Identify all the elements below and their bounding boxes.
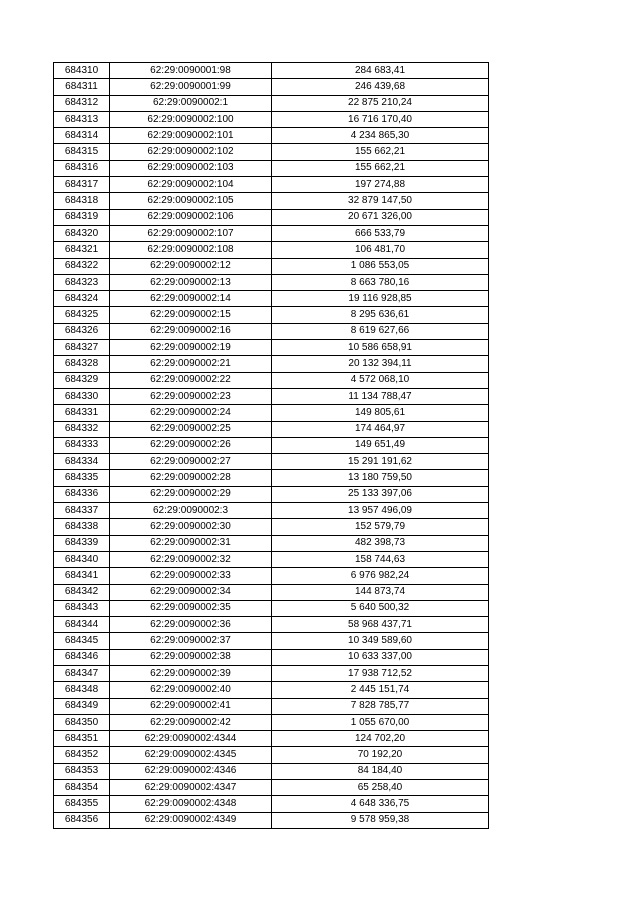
row-number-cell: 684318 xyxy=(54,193,110,209)
cadastral-number-cell: 62:29:0090002:104 xyxy=(110,177,272,193)
cadastral-number-cell: 62:29:0090002:4346 xyxy=(110,763,272,779)
table-row xyxy=(54,665,489,681)
row-number-cell: 684314 xyxy=(54,128,110,144)
row-number-cell: 684344 xyxy=(54,617,110,633)
cadastral-value-cell: 9 578 959,38 xyxy=(272,812,489,828)
cadastral-number-cell: 62:29:0090002:41 xyxy=(110,698,272,714)
cadastral-value-cell: 16 716 170,40 xyxy=(272,111,489,127)
row-number-cell: 684310 xyxy=(54,63,110,79)
table-row xyxy=(54,63,489,79)
row-number-cell: 684346 xyxy=(54,649,110,665)
cadastral-number-cell: 62:29:0090001:99 xyxy=(110,79,272,95)
cadastral-number-cell: 62:29:0090001:98 xyxy=(110,63,272,79)
row-number-cell: 684339 xyxy=(54,535,110,551)
cadastral-number-cell: 62:29:0090002:29 xyxy=(110,486,272,502)
cadastral-value-cell: 155 662,21 xyxy=(272,160,489,176)
cadastral-number-cell: 62:29:0090002:30 xyxy=(110,519,272,535)
table-row xyxy=(54,731,489,747)
cadastral-number-cell: 62:29:0090002:4347 xyxy=(110,780,272,796)
table-row xyxy=(54,128,489,144)
cadastral-value-cell: 70 192,20 xyxy=(272,747,489,763)
cadastral-value-cell: 10 633 337,00 xyxy=(272,649,489,665)
table-row xyxy=(54,160,489,176)
row-number-cell: 684315 xyxy=(54,144,110,160)
table-row xyxy=(54,372,489,388)
row-number-cell: 684354 xyxy=(54,780,110,796)
row-number-cell: 684334 xyxy=(54,454,110,470)
row-number-cell: 684317 xyxy=(54,177,110,193)
cadastral-number-cell: 62:29:0090002:102 xyxy=(110,144,272,160)
cadastral-value-cell: 10 349 589,60 xyxy=(272,633,489,649)
cadastral-value-table xyxy=(53,62,489,829)
cadastral-number-cell: 62:29:0090002:24 xyxy=(110,405,272,421)
cadastral-number-cell: 62:29:0090002:37 xyxy=(110,633,272,649)
table-row xyxy=(54,486,489,502)
row-number-cell: 684331 xyxy=(54,405,110,421)
table-row xyxy=(54,584,489,600)
table-row xyxy=(54,274,489,290)
table-row xyxy=(54,437,489,453)
row-number-cell: 684341 xyxy=(54,568,110,584)
table-row xyxy=(54,454,489,470)
cadastral-value-cell: 20 671 326,00 xyxy=(272,209,489,225)
row-number-cell: 684332 xyxy=(54,421,110,437)
table-row xyxy=(54,242,489,258)
table-row xyxy=(54,209,489,225)
cadastral-number-cell: 62:29:0090002:108 xyxy=(110,242,272,258)
cadastral-number-cell: 62:29:0090002:26 xyxy=(110,437,272,453)
cadastral-number-cell: 62:29:0090002:13 xyxy=(110,274,272,290)
cadastral-number-cell: 62:29:0090002:100 xyxy=(110,111,272,127)
row-number-cell: 684325 xyxy=(54,307,110,323)
table-row xyxy=(54,747,489,763)
cadastral-number-cell: 62:29:0090002:12 xyxy=(110,258,272,274)
row-number-cell: 684345 xyxy=(54,633,110,649)
cadastral-value-cell: 7 828 785,77 xyxy=(272,698,489,714)
table-row xyxy=(54,79,489,95)
row-number-cell: 684324 xyxy=(54,291,110,307)
row-number-cell: 684313 xyxy=(54,111,110,127)
cadastral-value-cell: 19 116 928,85 xyxy=(272,291,489,307)
cadastral-value-cell: 158 744,63 xyxy=(272,551,489,567)
cadastral-number-cell: 62:29:0090002:27 xyxy=(110,454,272,470)
row-number-cell: 684323 xyxy=(54,274,110,290)
cadastral-number-cell: 62:29:0090002:4345 xyxy=(110,747,272,763)
table-row xyxy=(54,258,489,274)
row-number-cell: 684350 xyxy=(54,714,110,730)
table-row xyxy=(54,698,489,714)
row-number-cell: 684355 xyxy=(54,796,110,812)
row-number-cell: 684356 xyxy=(54,812,110,828)
cadastral-value-cell: 17 938 712,52 xyxy=(272,665,489,681)
cadastral-value-cell: 20 132 394,11 xyxy=(272,356,489,372)
cadastral-value-cell: 4 234 865,30 xyxy=(272,128,489,144)
cadastral-value-cell: 124 702,20 xyxy=(272,731,489,747)
row-number-cell: 684320 xyxy=(54,225,110,241)
cadastral-value-cell: 144 873,74 xyxy=(272,584,489,600)
cadastral-number-cell: 62:29:0090002:38 xyxy=(110,649,272,665)
cadastral-number-cell: 62:29:0090002:107 xyxy=(110,225,272,241)
cadastral-number-cell: 62:29:0090002:42 xyxy=(110,714,272,730)
table-body xyxy=(54,63,489,829)
cadastral-number-cell: 62:29:0090002:22 xyxy=(110,372,272,388)
cadastral-value-cell: 22 875 210,24 xyxy=(272,95,489,111)
cadastral-value-cell: 8 619 627,66 xyxy=(272,323,489,339)
table-row xyxy=(54,763,489,779)
row-number-cell: 684319 xyxy=(54,209,110,225)
row-number-cell: 684347 xyxy=(54,665,110,681)
cadastral-number-cell: 62:29:0090002:21 xyxy=(110,356,272,372)
cadastral-value-cell: 482 398,73 xyxy=(272,535,489,551)
cadastral-number-cell: 62:29:0090002:35 xyxy=(110,600,272,616)
cadastral-value-cell: 25 133 397,06 xyxy=(272,486,489,502)
row-number-cell: 684352 xyxy=(54,747,110,763)
cadastral-number-cell: 62:29:0090002:16 xyxy=(110,323,272,339)
cadastral-value-cell: 10 586 658,91 xyxy=(272,340,489,356)
table-row xyxy=(54,503,489,519)
cadastral-value-cell: 8 663 780,16 xyxy=(272,274,489,290)
cadastral-value-cell: 149 805,61 xyxy=(272,405,489,421)
row-number-cell: 684327 xyxy=(54,340,110,356)
cadastral-number-cell: 62:29:0090002:15 xyxy=(110,307,272,323)
cadastral-number-cell: 62:29:0090002:39 xyxy=(110,665,272,681)
table-row xyxy=(54,568,489,584)
cadastral-number-cell: 62:29:0090002:101 xyxy=(110,128,272,144)
cadastral-value-cell: 666 533,79 xyxy=(272,225,489,241)
row-number-cell: 684326 xyxy=(54,323,110,339)
table-row xyxy=(54,519,489,535)
table-row xyxy=(54,177,489,193)
cadastral-value-cell: 6 976 982,24 xyxy=(272,568,489,584)
table-row xyxy=(54,682,489,698)
row-number-cell: 684328 xyxy=(54,356,110,372)
cadastral-number-cell: 62:29:0090002:36 xyxy=(110,617,272,633)
row-number-cell: 684338 xyxy=(54,519,110,535)
cadastral-value-cell: 13 180 759,50 xyxy=(272,470,489,486)
cadastral-number-cell: 62:29:0090002:32 xyxy=(110,551,272,567)
cadastral-value-cell: 1 055 670,00 xyxy=(272,714,489,730)
table-row xyxy=(54,307,489,323)
cadastral-value-cell: 65 258,40 xyxy=(272,780,489,796)
cadastral-number-cell: 62:29:0090002:105 xyxy=(110,193,272,209)
cadastral-number-cell: 62:29:0090002:33 xyxy=(110,568,272,584)
row-number-cell: 684321 xyxy=(54,242,110,258)
row-number-cell: 684351 xyxy=(54,731,110,747)
row-number-cell: 684316 xyxy=(54,160,110,176)
table-row xyxy=(54,340,489,356)
row-number-cell: 684335 xyxy=(54,470,110,486)
cadastral-value-cell: 1 086 553,05 xyxy=(272,258,489,274)
cadastral-value-cell: 8 295 636,61 xyxy=(272,307,489,323)
table-row xyxy=(54,649,489,665)
table-row xyxy=(54,111,489,127)
row-number-cell: 684353 xyxy=(54,763,110,779)
cadastral-value-cell: 149 651,49 xyxy=(272,437,489,453)
cadastral-value-cell: 4 648 336,75 xyxy=(272,796,489,812)
cadastral-number-cell: 62:29:0090002:25 xyxy=(110,421,272,437)
row-number-cell: 684348 xyxy=(54,682,110,698)
cadastral-number-cell: 62:29:0090002:40 xyxy=(110,682,272,698)
table-row xyxy=(54,144,489,160)
row-number-cell: 684349 xyxy=(54,698,110,714)
table-row xyxy=(54,535,489,551)
cadastral-number-cell: 62:29:0090002:23 xyxy=(110,388,272,404)
cadastral-value-cell: 58 968 437,71 xyxy=(272,617,489,633)
table-row xyxy=(54,193,489,209)
row-number-cell: 684342 xyxy=(54,584,110,600)
row-number-cell: 684333 xyxy=(54,437,110,453)
table-row xyxy=(54,780,489,796)
row-number-cell: 684340 xyxy=(54,551,110,567)
cadastral-number-cell: 62:29:0090002:3 xyxy=(110,503,272,519)
cadastral-number-cell: 62:29:0090002:106 xyxy=(110,209,272,225)
row-number-cell: 684322 xyxy=(54,258,110,274)
row-number-cell: 684329 xyxy=(54,372,110,388)
cadastral-number-cell: 62:29:0090002:4348 xyxy=(110,796,272,812)
cadastral-number-cell: 62:29:0090002:19 xyxy=(110,340,272,356)
row-number-cell: 684311 xyxy=(54,79,110,95)
table-row xyxy=(54,356,489,372)
table-row xyxy=(54,470,489,486)
cadastral-number-cell: 62:29:0090002:31 xyxy=(110,535,272,551)
cadastral-number-cell: 62:29:0090002:28 xyxy=(110,470,272,486)
table-row xyxy=(54,796,489,812)
cadastral-value-cell: 11 134 788,47 xyxy=(272,388,489,404)
cadastral-value-cell: 246 439,68 xyxy=(272,79,489,95)
table-row xyxy=(54,421,489,437)
table-row xyxy=(54,714,489,730)
table-row xyxy=(54,291,489,307)
cadastral-value-cell: 84 184,40 xyxy=(272,763,489,779)
table-row xyxy=(54,551,489,567)
cadastral-value-cell: 106 481,70 xyxy=(272,242,489,258)
cadastral-number-cell: 62:29:0090002:4344 xyxy=(110,731,272,747)
cadastral-value-cell: 4 572 068,10 xyxy=(272,372,489,388)
cadastral-value-cell: 13 957 496,09 xyxy=(272,503,489,519)
cadastral-value-cell: 284 683,41 xyxy=(272,63,489,79)
cadastral-value-cell: 152 579,79 xyxy=(272,519,489,535)
cadastral-number-cell: 62:29:0090002:34 xyxy=(110,584,272,600)
cadastral-number-cell: 62:29:0090002:4349 xyxy=(110,812,272,828)
cadastral-value-cell: 197 274,88 xyxy=(272,177,489,193)
table-row xyxy=(54,405,489,421)
table-row xyxy=(54,617,489,633)
cadastral-number-cell: 62:29:0090002:14 xyxy=(110,291,272,307)
table-row xyxy=(54,225,489,241)
table-row xyxy=(54,633,489,649)
cadastral-value-cell: 155 662,21 xyxy=(272,144,489,160)
row-number-cell: 684312 xyxy=(54,95,110,111)
cadastral-value-cell: 32 879 147,50 xyxy=(272,193,489,209)
cadastral-value-cell: 5 640 500,32 xyxy=(272,600,489,616)
table-row xyxy=(54,600,489,616)
cadastral-number-cell: 62:29:0090002:1 xyxy=(110,95,272,111)
cadastral-number-cell: 62:29:0090002:103 xyxy=(110,160,272,176)
table-row xyxy=(54,812,489,828)
table-row xyxy=(54,95,489,111)
cadastral-value-cell: 2 445 151,74 xyxy=(272,682,489,698)
row-number-cell: 684336 xyxy=(54,486,110,502)
row-number-cell: 684343 xyxy=(54,600,110,616)
row-number-cell: 684337 xyxy=(54,503,110,519)
cadastral-value-cell: 174 464,97 xyxy=(272,421,489,437)
row-number-cell: 684330 xyxy=(54,388,110,404)
table-row xyxy=(54,323,489,339)
cadastral-value-cell: 15 291 191,62 xyxy=(272,454,489,470)
table-row xyxy=(54,388,489,404)
